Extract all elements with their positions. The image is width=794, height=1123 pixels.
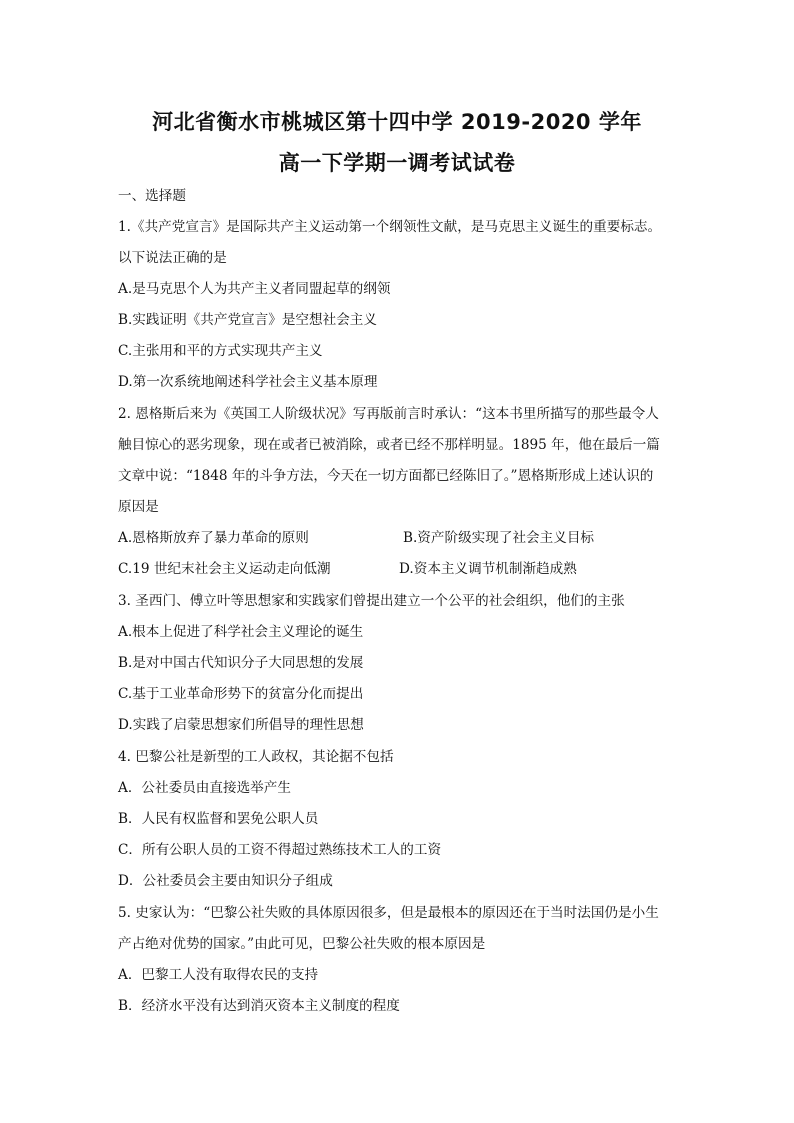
q3-option-c: C.基于工业革命形势下的贫富分化而提出: [118, 686, 364, 702]
q2-option-d: D.资本主义调节机制渐趋成熟: [399, 561, 577, 577]
q5-stem-line1: 5. 史家认为：“巴黎公社失败的具体原因很多，但是最根本的原因还在于当时法国仍是小生: [118, 905, 659, 921]
q5-option-b: B．经济水平没有达到消灭资本主义制度的程度: [118, 998, 400, 1014]
q4-option-d: D．公社委员会主要由知识分子组成: [118, 873, 333, 889]
q4-stem: 4. 巴黎公社是新型的工人政权，其论据不包括: [118, 749, 394, 765]
q1-stem-line2: 以下说法正确的是: [118, 250, 227, 266]
q3-stem: 3. 圣西门、傅立叶等思想家和实践家们曾提出建立一个公平的社会组织，他们的主张: [118, 593, 625, 609]
section-heading: 一、选择题: [118, 188, 186, 204]
q4-option-a: A．公社委员由直接选举产生: [118, 780, 291, 796]
exam-title-line1: 河北省衡水市桃城区第十四中学 2019-2020 学年: [152, 110, 642, 134]
q1-option-c: C.主张用和平的方式实现共产主义: [118, 343, 323, 359]
q3-option-d: D.实践了启蒙思想家们所倡导的理性思想: [118, 717, 364, 733]
q2-stem-line2: 触目惊心的恶劣现象，现在或者已被消除，或者已经不那样明显。1895 年，他在最后一篇: [118, 437, 660, 453]
q3-option-b: B.是对中国古代知识分子大同思想的发展: [118, 655, 364, 671]
q2-stem-line3: 文章中说：“1848 年的斗争方法，今天在一切方面都已经陈旧了。”恩格斯形成上述认识的: [118, 468, 654, 484]
q4-option-c: C．所有公职人员的工资不得超过熟练技术工人的工资: [118, 842, 442, 858]
q4-option-b: B．人民有权监督和罢免公职人员: [118, 811, 319, 827]
q1-option-d: D.第一次系统地阐述科学社会主义基本原理: [118, 374, 378, 390]
q1-option-b: B.实践证明《共产党宣言》是空想社会主义: [118, 312, 377, 328]
q2-option-a: A.恩格斯放弃了暴力革命的原则: [118, 530, 309, 546]
q2-option-b: B.资产阶级实现了社会主义目标: [403, 530, 595, 546]
q1-option-a: A.是马克思个人为共产主义者同盟起草的纲领: [118, 281, 391, 297]
q2-stem-line1: 2. 恩格斯后来为《英国工人阶级状况》写再版前言时承认：“这本书里所描写的那些最令人: [118, 406, 659, 422]
q5-stem-line2: 产占绝对优势的国家。”由此可见，巴黎公社失败的根本原因是: [118, 936, 486, 952]
q2-option-c: C.19 世纪末社会主义运动走向低潮: [118, 561, 331, 577]
q2-stem-line4: 原因是: [118, 499, 159, 515]
q3-option-a: A.根本上促进了科学社会主义理论的诞生: [118, 624, 364, 640]
q1-stem-line1: 1.《共产党宣言》是国际共产主义运动第一个纲领性文献，是马克思主义诞生的重要标志。: [118, 219, 662, 235]
exam-title-line2: 高一下学期一调考试试卷: [278, 151, 516, 175]
q5-option-a: A．巴黎工人没有取得农民的支持: [118, 967, 319, 983]
